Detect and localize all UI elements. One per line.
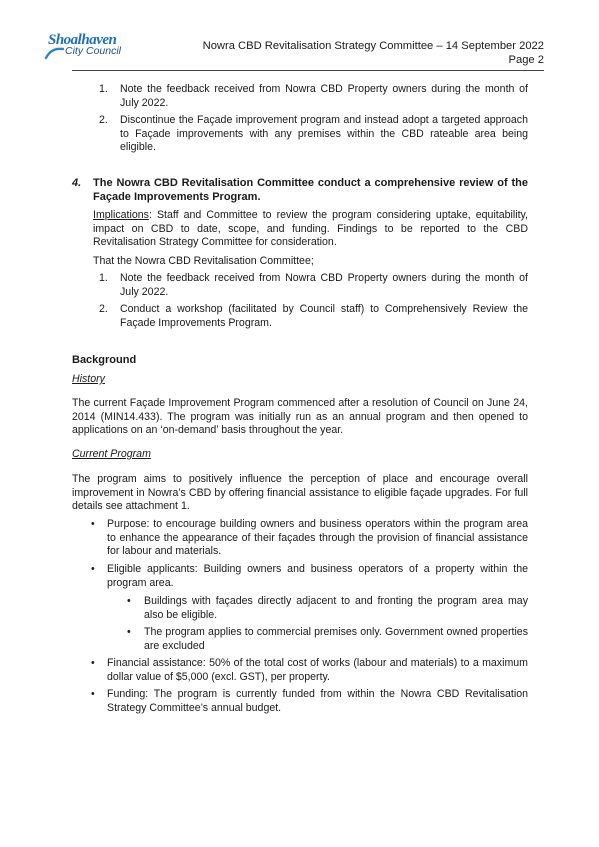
implications-paragraph — [93, 209, 528, 250]
option-heading: The Nowra CBD Revitalisation Committee conduct a comprehensive review of the Façade Improvements Program. — [93, 177, 528, 203]
list-number: 1. — [99, 272, 108, 284]
header-page-number: Page 2 — [508, 54, 544, 66]
bullet-item: Eligible applicants: Building owners and business operators of a property within the program area. — [107, 563, 528, 589]
bullet-item: Funding: The program is currently funded from within the Nowra CBD Revitalisation Strategy Committee’s annual budget. — [107, 688, 528, 714]
history-subheading: History — [72, 373, 105, 385]
bullet-glyph: • — [91, 657, 95, 669]
current-program-paragraph: The program aims to positively influence the perception of place and encourage overall improvement in Nowra’s CBD by offering financial assistance to eligible façade upgrades. For full details see attachment 1. — [72, 473, 528, 512]
logo-wordmark-top: Shoalhaven — [48, 32, 117, 48]
logo-wordmark-bottom: City Council — [65, 45, 122, 57]
bullet-glyph: • — [91, 688, 95, 700]
list-number: 1. — [99, 83, 108, 95]
option-number: 4. — [72, 177, 82, 189]
bullet-glyph: • — [91, 518, 95, 530]
history-paragraph: The current Façade Improvement Program commenced after a resolution of Council on June 24, 2014 (MIN14.433). The program was initially run as an annual program and then opened to applications on an ‘on-demand’ basis throughout the year. — [72, 397, 528, 436]
current-program-subheading: Current Program — [72, 448, 151, 460]
sub-bullet-glyph: • — [127, 626, 131, 638]
list-item: Note the feedback received from Nowra CBD Property owners during the month of July 2022. — [120, 272, 528, 298]
bullet-item: Purpose: to encourage building owners and business operators within the program area to enhance the appearance of their façades through the provision of financial assistance for labour and materials. — [107, 518, 528, 557]
bullet-glyph: • — [91, 563, 95, 575]
sub-bullet-glyph: • — [127, 595, 131, 607]
list-number: 2. — [99, 303, 108, 315]
header-divider — [72, 70, 544, 71]
list-item: Conduct a workshop (facilitated by Council staff) to Comprehensively Review the Façade Improvements Program. — [120, 303, 528, 329]
list-item: Note the feedback received from Nowra CBD Property owners during the month of July 2022. — [120, 83, 528, 109]
council-logo — [44, 32, 134, 62]
resolution-lead: That the Nowra CBD Revitalisation Committee; — [93, 255, 314, 267]
header-title: Nowra CBD Revitalisation Strategy Committee – 14 September 2022 — [202, 40, 544, 52]
implications-text: : Staff and Committee to review the program considering uptake, equitability, impact on CBD to date, scope, and funding. Findings to be reported to the CBD Revitalisation Strategy Committee for consideration. — [93, 209, 528, 248]
sub-bullet-item: Buildings with façades directly adjacent to and fronting the program area may also be eligible. — [144, 595, 528, 621]
list-item: Discontinue the Façade improvement program and instead adopt a targeted approach to Façade improvements with any premises within the CBD rateable area being eligible. — [120, 114, 528, 153]
background-heading: Background — [72, 354, 137, 366]
sub-bullet-item: The program applies to commercial premises only. Government owned properties are excluded — [144, 626, 528, 652]
bullet-item: Financial assistance: 50% of the total cost of works (labour and materials) to a maximum dollar value of $5,000 (excl. GST), per property. — [107, 657, 528, 683]
implications-label: Implications — [93, 209, 149, 221]
list-number: 2. — [99, 114, 108, 126]
